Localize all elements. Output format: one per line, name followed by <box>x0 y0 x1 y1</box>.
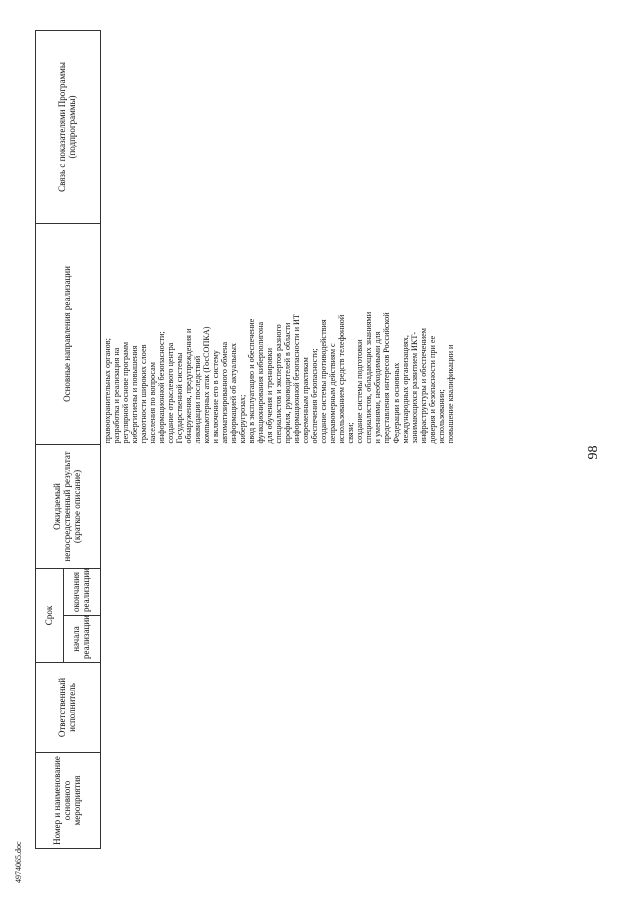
directions-line: функционирования киберполигона <box>256 321 266 444</box>
directions-line: кибергигиены и повышения <box>130 345 140 444</box>
directions-line: ликвидации последствий <box>193 355 203 444</box>
cell-responsible <box>101 663 564 753</box>
header-term-start: начала реализации <box>64 616 101 663</box>
header-term: Срок <box>36 568 64 662</box>
directions-line: современным практикам <box>301 357 311 444</box>
cell-directions <box>101 223 564 444</box>
directions-line: для обучения и тренировки <box>265 348 275 444</box>
cell-link <box>101 30 564 223</box>
directions-line: создание системы противодействия <box>319 319 329 444</box>
directions-line: разработка и реализация на <box>112 347 122 444</box>
directions-line: обнаружения, предупреждения и <box>184 328 194 444</box>
header-result: Ожидаемый непосредственный результат (краткое описание) <box>36 444 101 568</box>
directions-line: и включение его в систему <box>211 350 221 444</box>
header-num: Номер и наименование основного мероприятия <box>36 753 101 849</box>
directions-line: международных организациях, <box>400 335 410 444</box>
directions-line: создание отраслевого центра <box>166 342 176 444</box>
directions-line: Федерации в основных <box>391 362 401 444</box>
directions-line: специалистов и экспертов разного <box>274 324 284 444</box>
header-term-end: окончания реализации <box>64 568 101 615</box>
directions-line: связи; <box>346 422 356 444</box>
header-responsible: Ответственный исполнитель <box>36 663 101 753</box>
directions-line: и умениями, необходимыми для <box>373 331 383 444</box>
directions-line: использовании; <box>436 389 446 444</box>
directions-line: грамотности широких слоев <box>139 344 149 444</box>
directions-line: неправомерным действиям с <box>328 343 338 444</box>
document-code: 4974065.doc <box>14 841 23 883</box>
directions-line: профиля, руководителей в области <box>283 322 293 444</box>
directions-line: правоохранительных органов; <box>103 338 112 444</box>
directions-line: ввод в эксплуатацию и обеспечение <box>247 318 257 444</box>
directions-line: повышение квалификации и <box>445 344 455 444</box>
activities-table <box>35 30 563 849</box>
directions-line: компьютерных атак (ГосСОПКА) <box>202 326 212 444</box>
directions-line: использованием средств телефонной <box>337 314 347 444</box>
directions-line: автоматизированного обмена <box>220 341 230 444</box>
directions-line: обеспечения безопасности; <box>310 348 320 444</box>
page-number: 98 <box>586 445 601 460</box>
directions-line: населения по вопросам <box>148 362 158 444</box>
directions-line: Государственной системы <box>175 352 185 444</box>
directions-line: информационной безопасности и ИТ <box>292 314 302 444</box>
directions-line: создание системы подготовки <box>355 339 365 444</box>
directions-line: доверия и безопасности при ее <box>427 335 437 444</box>
directions-line: инфраструктуры и обеспечением <box>418 328 428 444</box>
directions-line: специалистов, обладающих знаниями <box>364 311 374 444</box>
cell-num <box>101 753 564 849</box>
table-row <box>101 30 564 848</box>
directions-line: информационной безопасности; <box>157 331 167 444</box>
cell-term-start <box>101 616 564 663</box>
cell-result <box>101 444 564 568</box>
header-directions: Основные направления реализации <box>36 223 101 444</box>
directions-line: занимающихся развитием ИКТ- <box>409 331 419 444</box>
directions-line: представления интересов Российской <box>382 312 392 444</box>
cell-term-end <box>101 568 564 615</box>
directions-line: регулярной основе программ <box>121 341 131 444</box>
directions-line: киберугрозах; <box>238 394 248 444</box>
header-link: Связь с показателями Программы (подпрограммы) <box>36 30 101 223</box>
directions-line: информацией об актуальных <box>229 343 239 444</box>
